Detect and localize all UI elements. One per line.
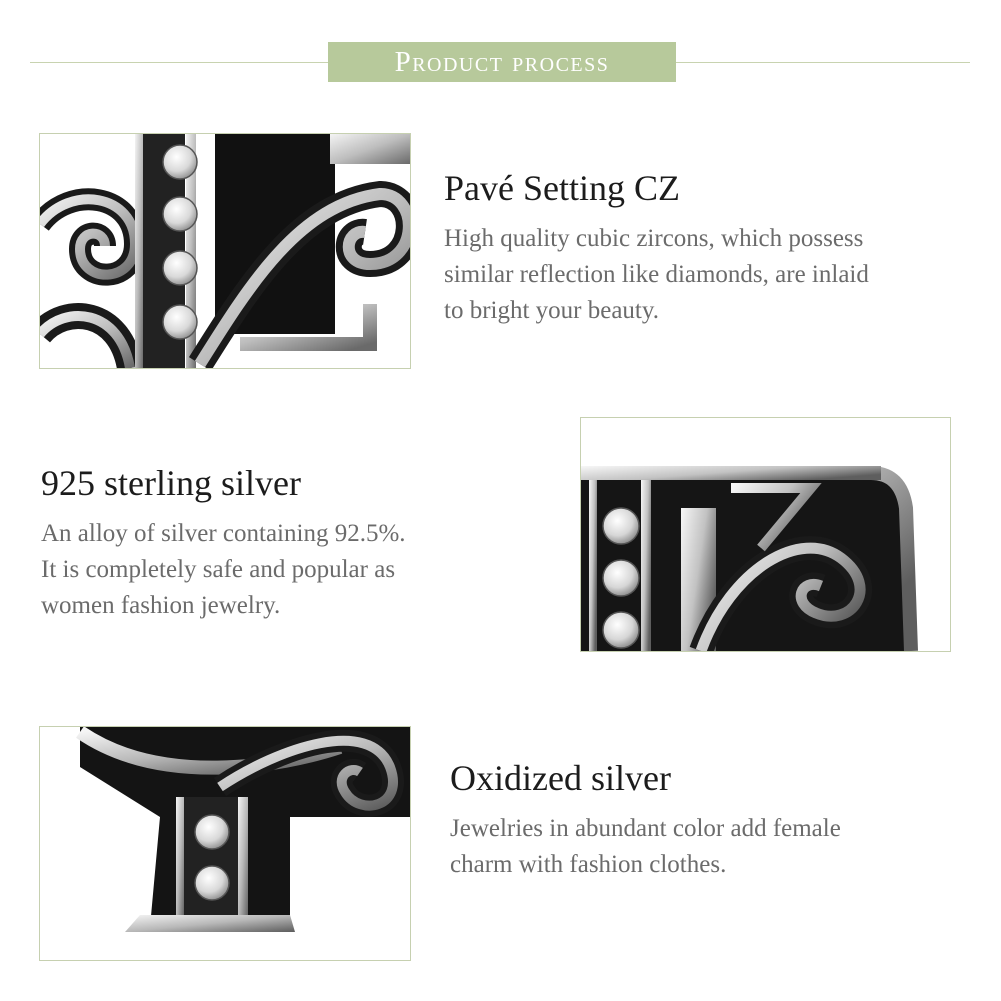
feature-title: Oxidized silver (450, 758, 671, 798)
feature-line: similar reflection like diamonds, are inlaid (444, 261, 869, 289)
feature-line: charm with fashion clothes. (450, 851, 727, 879)
header-rule-left (30, 62, 328, 63)
feature-sterling-silver (41, 463, 561, 624)
feature-line: High quality cubic zircons, which possess (444, 225, 864, 253)
gem-stones (603, 508, 639, 648)
feature-line: An alloy of silver containing 92.5%. (41, 520, 406, 548)
pave-setting-photo (39, 133, 411, 369)
section-banner (328, 42, 676, 82)
feature-line: to bright your beauty. (444, 297, 660, 325)
oxidized-silver-photo (39, 726, 411, 961)
feature-title: 925 sterling silver (41, 463, 301, 503)
sterling-silver-photo (580, 417, 951, 652)
header-rule-right (676, 62, 970, 63)
feature-pave-setting (444, 168, 984, 329)
feature-line: Jewelries in abundant color add female (450, 815, 841, 843)
section-title: Product process (394, 45, 610, 78)
feature-description (444, 221, 984, 329)
feature-line: women fashion jewelry. (41, 592, 281, 620)
feature-description (41, 516, 561, 624)
feature-oxidized-silver (450, 758, 980, 883)
feature-description (450, 811, 980, 883)
feature-title: Pavé Setting CZ (444, 168, 680, 208)
feature-line: It is completely safe and popular as (41, 556, 396, 584)
